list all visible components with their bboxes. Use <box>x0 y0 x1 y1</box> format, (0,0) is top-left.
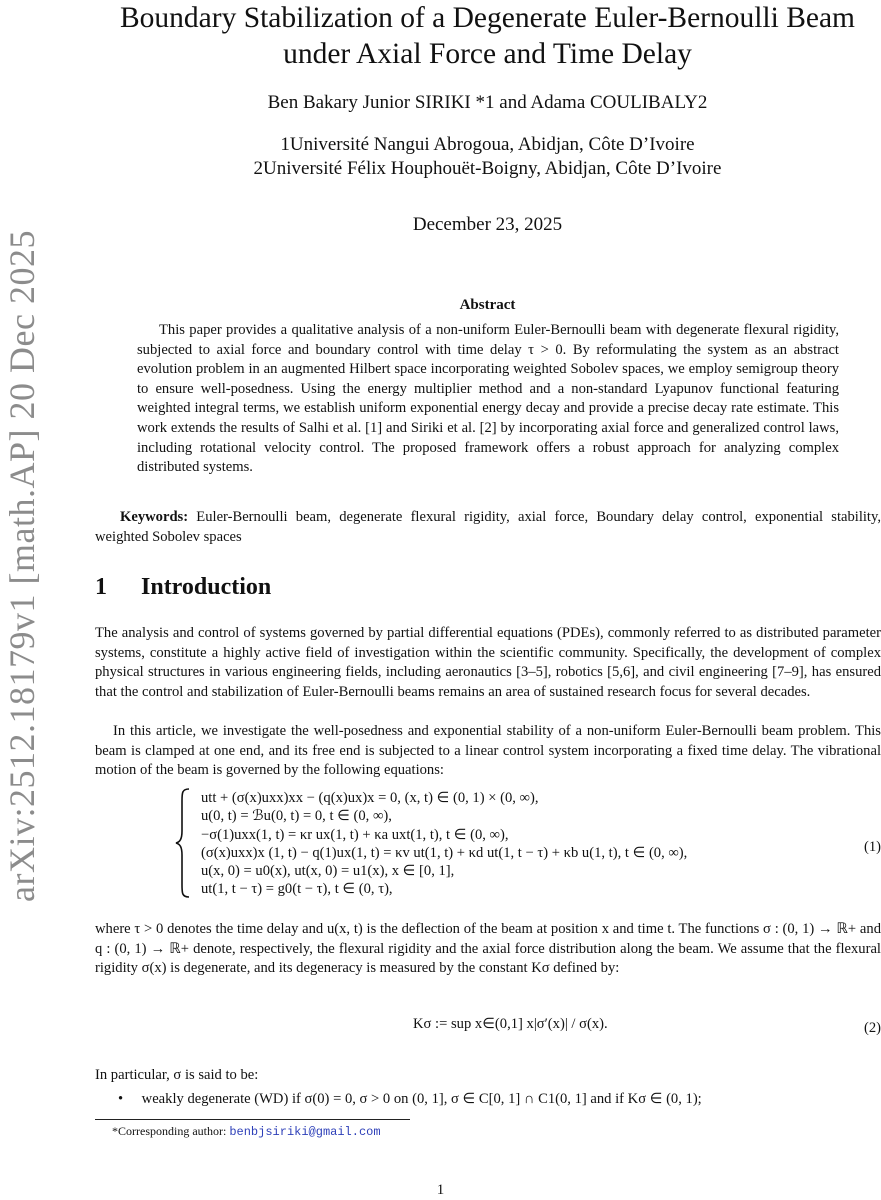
keywords-text: Euler-Bernoulli beam, degenerate flexural rigidity, axial force, Boundary delay control, exponential stability, weighted Sobolev spaces <box>95 509 881 545</box>
intro-paragraph-4: In particular, σ is said to be: <box>95 1067 259 1083</box>
section-title: Introduction <box>141 574 272 600</box>
intro-paragraph-1: The analysis and control of systems governed by partial differential equations (PDEs), commonly referred to as distributed parameter systems, constitute a highly active field of investigation within the scientific community. Specifically, the development of complex physical structures in various engineering fields, including aeronautics [3–5], robotics [5,6], and civil engineering [7–9], has ensured that the control and stabilization of Euler-Bernoulli beams remains an area of sustained research focus for several decades. <box>95 625 881 700</box>
equation-2-label: (2) <box>863 1020 881 1036</box>
intro-paragraph-3: where τ > 0 denotes the time delay and u(x, t) is the deflection of the beam at position x and time t. The functions σ : (0, 1) → ℝ+ and q : (0, 1) → ℝ+ denote, respectively, the flexural rigidity and the axial force distribution along the beam. We assume that the flexural rigidity σ(x) is degenerate, and its degeneracy is measured by the constant Kσ defined by: <box>95 921 881 977</box>
email-link[interactable]: benbjsiriki@gmail.com <box>229 1125 381 1139</box>
title-line-1: Boundary Stabilization of a Degenerate Euler-Bernoulli Beam <box>119 2 856 34</box>
footnote-text: *Corresponding author: <box>112 1124 230 1138</box>
equation-line: u(x, 0) = u0(x), ut(x, 0) = u1(x), x ∈ [0, 1], <box>201 863 455 880</box>
abstract-heading: Abstract <box>459 297 516 313</box>
page-number: 1 <box>436 1182 445 1198</box>
keywords-label: Keywords: <box>120 509 189 525</box>
intro-paragraph-2: In this article, we investigate the well-posedness and exponential stability of a non-uniform Euler-Bernoulli beam problem. This beam is clamped at one end, and its free end is subjected to a linear control system incorporating a fixed time delay. The vibrational motion of the beam is governed by the following equations: <box>95 723 881 779</box>
affiliation-1: 1Université Nangui Abrogoua, Abidjan, Côte D’Ivoire <box>280 134 695 155</box>
affiliation-2: 2Université Félix Houphouët-Boigny, Abidjan, Côte D’Ivoire <box>253 158 722 179</box>
equation-system-1 <box>174 787 881 899</box>
keywords-paragraph <box>95 508 881 547</box>
equation-lines <box>201 789 687 899</box>
list-item <box>118 1090 881 1108</box>
footnote-rule <box>95 1119 410 1120</box>
equation-number-1: (1) <box>863 839 881 855</box>
equation-line: ut(1, t − τ) = g0(t − τ), t ∈ (0, τ), <box>201 881 393 898</box>
authors-line: Ben Bakary Junior SIRIKI *1 and Adama COULIBALY2 <box>267 92 708 113</box>
equation-line: (σ(x)uxx)x (1, t) − q(1)ux(1, t) = κv ut(1, t) + κd ut(1, t − τ) + κb u(1, t), t ∈ (0, ∞), <box>201 844 688 861</box>
section-heading-introduction <box>95 574 271 601</box>
paper-date: December 23, 2025 <box>412 214 563 235</box>
title-line-2: under Axial Force and Time Delay <box>283 38 692 70</box>
equation-number-2 <box>0 1020 881 1037</box>
equation-line: u(0, t) = ℬu(0, t) = 0, t ∈ (0, ∞), <box>201 808 392 825</box>
abstract-text: This paper provides a qualitative analysis of a non-uniform Euler-Bernoulli beam with degenerate flexural rigidity, subjected to axial force and boundary control with time delay τ > 0. By reformulating the system as an abstract evolution problem in an augmented Hilbert space incorporating weighted Sobolev spaces, we employ semigroup theory to ensure well-posedness. Using the energy multiplier method and a non-standard Lyapunov functional featuring weighted integral terms, we establish uniform exponential energy decay and provide a precise decay rate estimate. This work extends the results of Salhi et al. [1] and Siriki et al. [2] by incorporating axial force and generalized control laws, including rotational velocity control. The proposed framework offers a robust approach for analyzing complex distributed systems. <box>137 322 839 476</box>
list-item-text: weakly degenerate (WD) if σ(0) = 0, σ > 0 on (0, 1], σ ∈ C[0, 1] ∩ C1(0, 1] and if Kσ ∈ (0, 1); <box>141 1091 702 1107</box>
footnote <box>112 1124 381 1139</box>
arxiv-id-text: arXiv:2512.18179v1 [math.AP] 20 Dec 2025 <box>2 230 42 902</box>
left-brace-icon <box>174 787 192 899</box>
equation-2: Kσ := sup x∈(0,1] x|σ′(x)| / σ(x). <box>413 1016 608 1032</box>
equation-line: utt + (σ(x)uxx)xx − (q(x)ux)x = 0, (x, t) ∈ (0, 1) × (0, ∞), <box>201 790 539 806</box>
equation-line: −σ(1)uxx(1, t) = κr ux(1, t) + κa uxt(1, t), t ∈ (0, ∞), <box>201 826 509 843</box>
paper-title <box>60 0 881 72</box>
section-number: 1 <box>95 574 107 600</box>
bullet-icon: • <box>118 1091 124 1107</box>
